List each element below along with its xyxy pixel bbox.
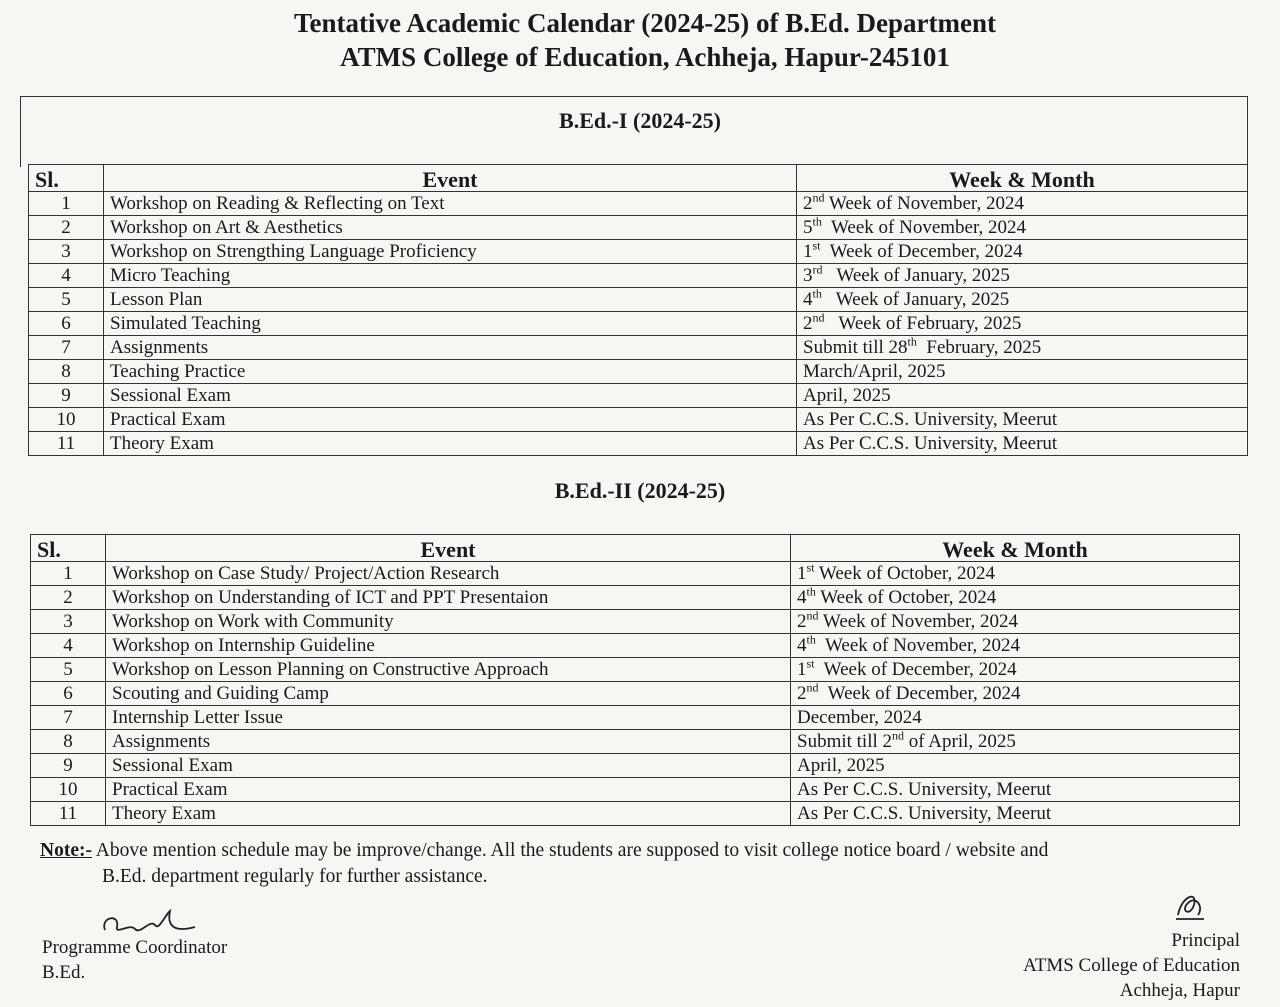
row-week-month [791,634,1240,658]
college-name: ATMS College of Education, Achheja, Hapur-245101 [340,42,950,72]
col-header-week-month: Week & Month [791,535,1240,562]
table-row [31,610,1240,634]
table-row [31,730,1240,754]
week-suffix: Week of December, 2024 [814,659,1017,680]
table-row [29,312,1248,336]
ordinal-suffix: rd [812,262,823,277]
row-sl: 8 [29,360,104,384]
row-event: Workshop on Internship Guideline [106,634,791,658]
principal-signature [1170,885,1210,925]
ordinal-suffix: nd [892,728,905,743]
row-event: Scouting and Guiding Camp [106,682,791,706]
ordinal-suffix: nd [806,680,819,695]
table-row [29,336,1248,360]
principal-location: Achheja, Hapur [1119,980,1240,1001]
week-suffix: Week of November, 2024 [824,193,1024,214]
row-sl: 11 [29,432,104,456]
col-header-event: Event [104,165,797,192]
week-prefix: April, 2025 [803,385,891,406]
table-row [31,586,1240,610]
table-row [29,384,1248,408]
note-label: Note:- [40,840,92,861]
row-week-month [797,312,1248,336]
row-week-month [797,240,1248,264]
week-prefix: As Per C.C.S. University, Meerut [797,779,1052,800]
row-sl: 6 [31,682,106,706]
row-week-month [791,802,1240,826]
row-week-month [791,610,1240,634]
week-prefix: 2 [797,611,807,632]
row-sl: 7 [29,336,104,360]
week-suffix: Week of January, 2025 [822,265,1010,286]
table-row [31,706,1240,730]
week-suffix: Week of November, 2024 [818,611,1018,632]
bed2-schedule-table [30,534,1240,826]
note-text-line2: B.Ed. department regularly for further assistance. [102,866,488,887]
row-week-month [797,192,1248,216]
ordinal-suffix: nd [806,608,819,623]
week-prefix: 4 [797,587,807,608]
row-week-month [791,658,1240,682]
row-event: Theory Exam [106,802,791,826]
row-event: Lesson Plan [104,288,797,312]
row-event: Workshop on Reading & Reflecting on Text [104,192,797,216]
week-suffix: February, 2025 [916,337,1042,358]
coordinator-signature-block [42,935,227,985]
col-header-event: Event [106,535,791,562]
week-suffix: Week of December, 2024 [820,241,1023,262]
note-text-line1: Above mention schedule may be improve/change. All the students are supposed to visit college notice board / website and [91,840,1049,861]
week-prefix: 4 [803,289,813,310]
coordinator-dept: B.Ed. [42,962,86,983]
row-week-month [797,288,1248,312]
row-week-month [797,384,1248,408]
row-event: Micro Teaching [104,264,797,288]
row-week-month [797,408,1248,432]
table-row [29,192,1248,216]
row-event: Workshop on Art & Aesthetics [104,216,797,240]
table-row [29,408,1248,432]
note-block [40,838,1048,890]
ordinal-suffix: th [806,584,816,599]
row-sl: 2 [31,586,106,610]
row-sl: 1 [29,192,104,216]
week-prefix: Submit till 2 [797,731,893,752]
ordinal-suffix: nd [812,310,825,325]
table-row [29,216,1248,240]
principal-signature-block [1023,928,1240,1003]
week-suffix: Week of February, 2025 [824,313,1022,334]
row-sl: 3 [31,610,106,634]
row-event: Practical Exam [106,778,791,802]
row-sl: 9 [31,754,106,778]
row-week-month [791,562,1240,586]
week-suffix: Week of October, 2024 [815,587,997,608]
ordinal-suffix: nd [812,190,825,205]
row-event: Workshop on Understanding of ICT and PPT Presentaion [106,586,791,610]
table-row [31,682,1240,706]
col-header-week-month: Week & Month [797,165,1248,192]
week-prefix: December, 2024 [797,707,922,728]
ordinal-suffix: st [806,560,815,575]
table-row [29,288,1248,312]
row-event: Workshop on Case Study/ Project/Action Research [106,562,791,586]
week-prefix: 1 [797,563,807,584]
row-sl: 10 [31,778,106,802]
row-event: Workshop on Lesson Planning on Constructive Approach [106,658,791,682]
table-row [29,264,1248,288]
row-week-month [797,360,1248,384]
row-sl: 5 [29,288,104,312]
row-sl: 8 [31,730,106,754]
week-prefix: 2 [797,683,807,704]
bed2-section-title: B.Ed.-II (2024-25) [554,478,726,503]
row-sl: 10 [29,408,104,432]
row-week-month [791,682,1240,706]
row-week-month [791,730,1240,754]
row-event: Practical Exam [104,408,797,432]
week-suffix: Week of January, 2025 [821,289,1010,310]
principal-college: ATMS College of Education [1023,955,1240,976]
ordinal-suffix: th [812,286,822,301]
col-header-sl: Sl. [31,535,106,562]
week-prefix: 1 [803,241,813,262]
row-event: Sessional Exam [104,384,797,408]
row-sl: 1 [31,562,106,586]
week-suffix: Week of December, 2024 [818,683,1021,704]
ordinal-suffix: th [907,334,917,349]
row-week-month [791,706,1240,730]
row-event: Teaching Practice [104,360,797,384]
ordinal-suffix: st [806,656,815,671]
row-event: Simulated Teaching [104,312,797,336]
row-week-month [797,336,1248,360]
row-week-month [797,264,1248,288]
table-row [29,240,1248,264]
week-prefix: April, 2025 [797,755,885,776]
row-sl: 4 [31,634,106,658]
row-sl: 6 [29,312,104,336]
week-suffix: Week of November, 2024 [821,217,1027,238]
week-prefix: Submit till 28 [803,337,908,358]
ordinal-suffix: st [812,238,821,253]
col-header-sl: Sl. [29,165,104,192]
week-prefix: 2 [803,313,813,334]
table-row [31,634,1240,658]
week-prefix: 5 [803,217,813,238]
row-event: Workshop on Work with Community [106,610,791,634]
table-row [31,802,1240,826]
row-week-month [791,754,1240,778]
row-event: Assignments [106,730,791,754]
table-header-row [29,165,1248,192]
week-suffix: of April, 2025 [904,731,1016,752]
week-prefix: 2 [803,193,813,214]
week-suffix: Week of October, 2024 [814,563,995,584]
week-prefix: 3 [803,265,813,286]
row-sl: 4 [29,264,104,288]
row-sl: 9 [29,384,104,408]
table-header-row [31,535,1240,562]
ordinal-suffix: th [806,632,816,647]
page-header [0,6,1280,74]
week-suffix: Week of November, 2024 [815,635,1021,656]
row-sl: 7 [31,706,106,730]
table-row [31,754,1240,778]
bed1-section-title: B.Ed.-I (2024-25) [559,108,721,133]
row-sl: 2 [29,216,104,240]
week-prefix: 1 [797,659,807,680]
row-event: Internship Letter Issue [106,706,791,730]
row-sl: 5 [31,658,106,682]
week-prefix: 4 [797,635,807,656]
table-row [29,360,1248,384]
table-row [29,432,1248,456]
coordinator-title: Programme Coordinator [42,937,228,958]
row-event: Workshop on Strengthing Language Proficiency [104,240,797,264]
row-week-month [791,778,1240,802]
row-sl: 3 [29,240,104,264]
row-event: Theory Exam [104,432,797,456]
week-prefix: As Per C.C.S. University, Meerut [797,803,1052,824]
row-week-month [797,216,1248,240]
principal-title: Principal [1171,930,1240,951]
row-week-month [797,432,1248,456]
row-event: Assignments [104,336,797,360]
week-prefix: As Per C.C.S. University, Meerut [803,409,1058,430]
ordinal-suffix: th [812,214,822,229]
bed1-schedule-table [28,164,1248,456]
week-prefix: March/April, 2025 [803,361,946,382]
table-row [31,562,1240,586]
week-prefix: As Per C.C.S. University, Meerut [803,433,1058,454]
calendar-title: Tentative Academic Calendar (2024-25) of B.Ed. Department [294,8,996,38]
table-row [31,658,1240,682]
row-week-month [791,586,1240,610]
row-sl: 11 [31,802,106,826]
row-event: Sessional Exam [106,754,791,778]
table-row [31,778,1240,802]
